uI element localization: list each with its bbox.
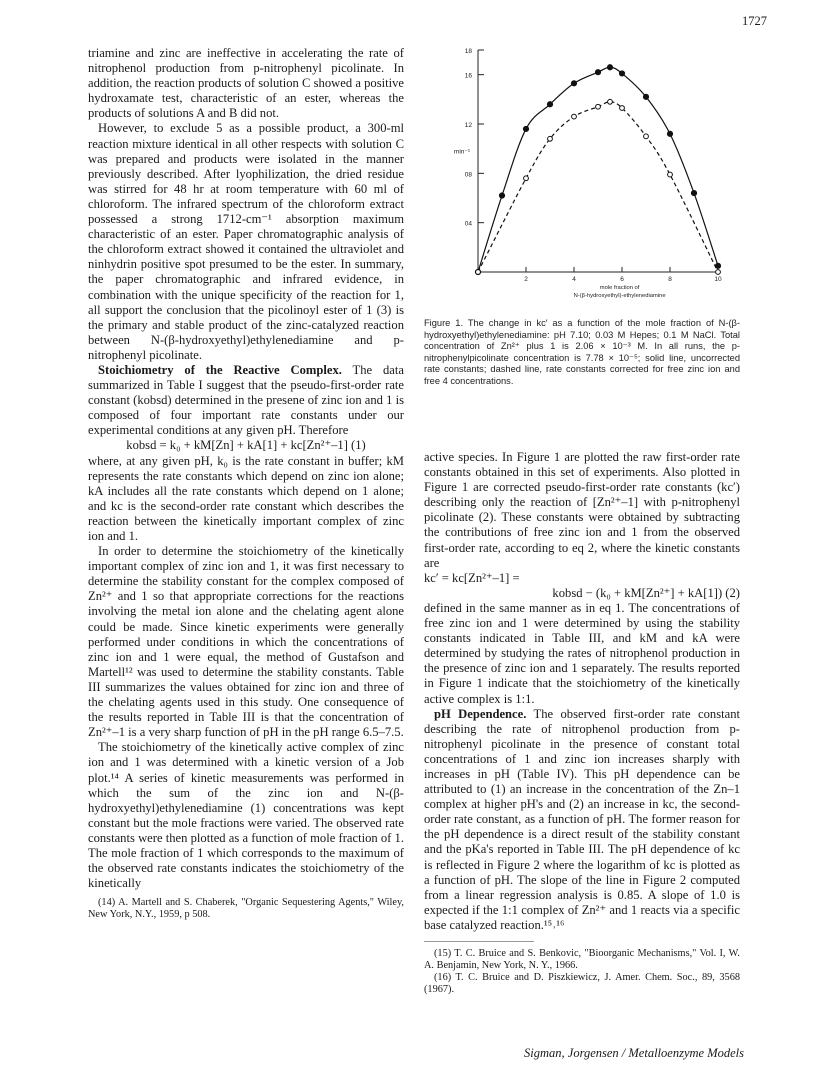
corrected-data-point [596, 104, 601, 109]
footnote-rule [424, 941, 534, 942]
equation-2-line-2: kobsd − (k₀ + kM[Zn²⁺] + kA[1]) (2) [552, 585, 740, 600]
corrected-data-point [620, 106, 625, 111]
footnotes [424, 948, 740, 996]
y-tick-label: 04 [464, 220, 472, 228]
uncorrected-data-point [499, 193, 504, 198]
footnotes [88, 897, 404, 921]
y-tick-label: 08 [464, 171, 472, 179]
y-axis-label: min⁻¹ [453, 148, 470, 156]
uncorrected-data-point [607, 65, 612, 70]
paragraph-text: The data summarized in Table I suggest that the pseudo-first-order rate constant (kobsd) determined in the presene of zinc ion and 1 is composed of four important rate constants under our experimental conditions at any given pH. Therefore [88, 362, 404, 438]
x-axis-label: N-(β-hydroxyethyl)-ethylenediamine [573, 293, 666, 299]
corrected-data-point [548, 136, 553, 141]
corrected-data-point [716, 270, 721, 275]
equation-2-line-1: kc′ = kc[Zn²⁺–1] = [424, 570, 520, 585]
figure-1 [436, 30, 736, 320]
uncorrected-series-line [478, 67, 718, 272]
y-tick-label: 16 [464, 72, 472, 80]
paragraph: where, at any given pH, k₀ is the rate constant in buffer; kM represents the rate constants which depend on zinc ion alone; kA includes all the rate constants which depend on 1 alone; and kc is the second-order rate constant which describes the reaction between the kinetically important complex of zinc ion and 1. [88, 453, 404, 543]
paragraph: defined in the same manner as in eq 1. The concentrations of free zinc ion and 1 were determined by using the stability constants indicated in Table III, and kM and kA were determined by studying the rates of nitrophenol production in the presence of zinc ion and 1 separately. The results reported in Figure 1 indicate that the stoichiometry of the kinetically active complex is 1:1. [424, 600, 740, 706]
figure-1-chart [436, 30, 736, 320]
section-heading: Stoichiometry of the Reactive Complex. [98, 362, 342, 377]
x-tick-label: 10 [714, 276, 722, 283]
uncorrected-data-point [667, 131, 672, 136]
uncorrected-data-point [571, 81, 576, 86]
corrected-data-point [608, 99, 613, 104]
uncorrected-data-point [595, 70, 600, 75]
footnote-16: (16) T. C. Bruice and D. Piszkiewicz, J. Amer. Chem. Soc., 89, 3568 (1967). [424, 972, 740, 995]
corrected-data-point [476, 270, 481, 275]
section-heading: pH Dependence. [434, 706, 527, 721]
footnote-15: (15) T. C. Bruice and S. Benkovic, "Bioorganic Mechanisms," Vol. I, W. A. Benjamin, New York, N. Y., 1966. [424, 948, 740, 971]
uncorrected-data-point [643, 94, 648, 99]
y-tick-label: 18 [464, 48, 472, 55]
uncorrected-data-point [523, 126, 528, 131]
corrected-data-point [572, 114, 577, 119]
uncorrected-data-point [547, 102, 552, 107]
paragraph-text: The observed first-order rate constant describing the rate of nitrophenol production from p-nitrophenyl picolinate in the presence of constant total concentrations of 1 and zinc ion increases sharply with increases in pH (Table IV). This pH dependence can be attributed to (1) an increase in the concentration of the Zn–1 complex at higher pH's and (2) an increase in kc, the second-order rate constant, as a function of pH. The former reason for the pH dependence is a direct result of the stability constant and the pKa's reported in Table III. The pH dependence of kc is reflected in Figure 2 where the logarithm of kc is plotted as a function of pH. The slope of the line in Figure 2 computed from a linear regression analysis is 0.85. A slope of 1.0 is expected if the 1:1 complex of Zn²⁺ and 1 reacts via a specific base catalyzed reaction.¹⁵˒¹⁶ [424, 706, 740, 932]
figure-caption: Figure 1. The change in kc′ as a function of the mole fraction of N-(β-hydroxyethyl)ethylenediamine: pH 7.10; 0.03 M Hepes; 0.1 M NaCl. Total concentration of Zn²⁺ plus 1 is 2.06 × 10⁻³ M. In all runs, the p-nitrophenylpicolinate concentration is 7.78 × 10⁻⁵; solid line, uncorrected rate constants; dashed line, rate constants corrected for free zinc ion and free 4 concentrations. [424, 318, 740, 386]
uncorrected-data-point [691, 190, 696, 195]
paragraph [88, 363, 404, 438]
paragraph: However, to exclude 5 as a possible product, a 300-ml reaction mixture identical in all other respects with solution C was prepared and products were isolated in the manner previously described. After lyophilization, the dried residue was stirred for 48 hr at room temperature with 60 ml of chloroform. The infrared spectrum of the chloroform extract possessed a strong 1712-cm⁻¹ absorption maximum characteristic of an ester. Paper chromatographic analysis of the chloroform extract showed it contained the ultraviolet and ninhydrin positive spot presumed to be the ester. In summary, the paper chromatographic and infrared evidence, in combination with the unique specificity of the reaction for 1, all support the conclusion that the picolinoyl ester of 1 (3) is the primary and stable product of the zinc-catalyzed reaction between N-(β-hydroxyethyl)ethylenediamine and p-nitrophenyl picolinate. [88, 121, 404, 362]
running-footer: Sigman, Jorgensen / Metalloenzyme Models [524, 1046, 744, 1060]
x-tick-label: 4 [572, 276, 576, 283]
corrected-data-point [524, 176, 529, 181]
y-tick-label: 12 [464, 122, 472, 129]
right-column [424, 450, 740, 996]
uncorrected-data-point [619, 71, 624, 76]
x-axis-label: mole fraction of [599, 285, 640, 291]
paragraph: active species. In Figure 1 are plotted the raw first-order rate constants obtained in this set of experiments. Also plotted in Figure 1 are corrected pseudo-first-order rate constants (kc′) describing only the reaction of [Zn²⁺–1] with p-nitrophenyl picolinate (2). These constants were obtained by subtracting the contributions of free zinc ion and 1 from the observed first-order rate, according to eq 2, where the kinetic constants are [424, 450, 740, 570]
paragraph: The stoichiometry of the kinetically active complex of zinc ion and 1 was determined with a kinetic version of a Job plot.¹⁴ A series of kinetic measurements was performed in which the sum of the zinc ion and N-(β-hydroxyethyl)ethylenediamine (1) concentrations was kept constant but the mole fractions were varied. The observed rate constants were then plotted as a function of mole fraction of 1. The mole fraction of 1 which corresponds to the maximum of the observed rate constants indicates the stoichiometry of the kinetically [88, 740, 404, 891]
paragraph: triamine and zinc are ineffective in accelerating the rate of nitrophenol production from p-nitrophenyl picolinate. In addition, the reaction products of solution C showed a positive hydroxamate test, characteristic of an ester, whereas the products of solutions A and B did not. [88, 46, 404, 121]
page-number: 1727 [742, 14, 767, 28]
left-column [88, 46, 404, 921]
x-tick-label: 6 [620, 276, 624, 283]
corrected-data-point [668, 172, 673, 177]
paragraph [424, 707, 740, 933]
x-tick-label: 2 [524, 276, 528, 283]
equation-1: kobsd = k₀ + kM[Zn] + kA[1] + kc[Zn²⁺–1] (1) [126, 438, 366, 453]
paragraph: In order to determine the stoichiometry of the kinetically important complex of zinc ion and 1, it was first necessary to determine the stability constant for the complex composed of Zn²⁺ and 1 so that appropriate corrections for the reactions involving the metal ion alone and the chelating agent alone could be made. Since kinetic experiments were generally performed under conditions in which the concentrations of zinc ion and 1 were equal, the method of Gustafson and Martell¹² was used to determine the stability constants. Table III summarizes the values obtained for zinc ion and three of the chelating agents used in this study. One consequence of the results reported in Table III is that the concentration of Zn²⁺–1 is a very sharp function of pH in the pH range 6.5–7.5. [88, 544, 404, 740]
corrected-data-point [644, 134, 649, 139]
x-tick-label: 8 [668, 276, 672, 283]
footnote-14: (14) A. Martell and S. Chaberek, "Organic Sequestering Agents," Wiley, New York, N.Y., 1959, p 508. [88, 897, 404, 921]
corrected-series-line [478, 102, 718, 272]
